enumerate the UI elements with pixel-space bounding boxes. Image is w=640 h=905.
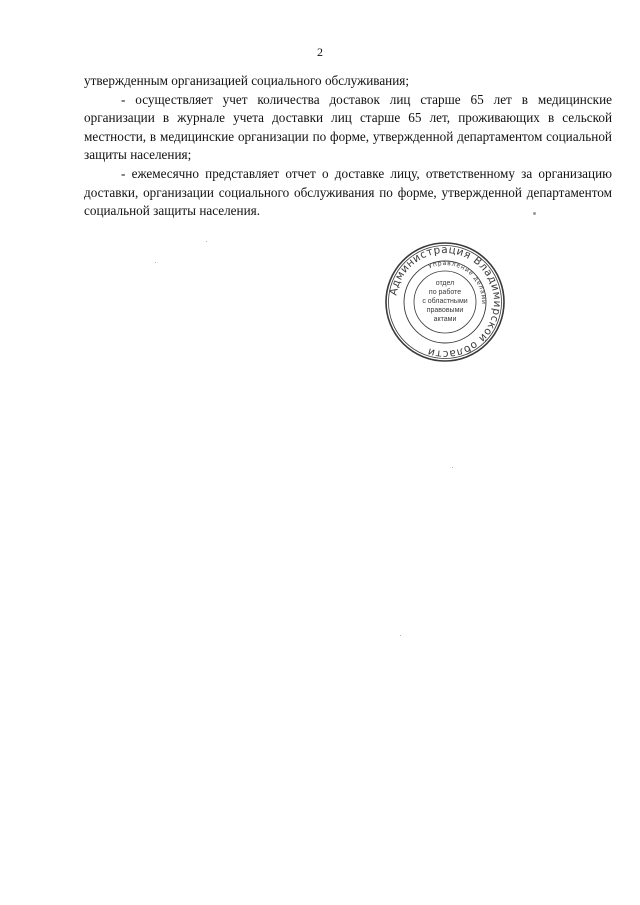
stamp-center-line-2: по работе [428,289,462,296]
scan-speck [400,635,401,636]
scan-speck [206,241,207,242]
stamp-center-line-5: актами [433,316,457,323]
stamp-inner-ring-text: Управление делами [427,259,488,305]
official-stamp-seal [383,240,507,364]
stamp-center-line-4: правовыми [426,307,464,314]
scan-speck [452,467,453,468]
stamp-outer-text: Администрация Владимирской области [387,243,504,361]
scan-speck [533,212,536,215]
page-number: 2 [317,45,323,59]
paragraph-continuation: утвержденным организацией социального обслуживания; [84,73,410,88]
document-body [84,72,612,221]
stamp-center-line-3: с областными [422,298,468,305]
stamp-center-line-1: отдел [435,280,455,287]
scan-speck [155,262,156,263]
paragraph-delivery-accounting: - осуществляет учет количества доставок лиц старше 65 лет в медицинские организации в журнале учета доставки лиц старше 65 лет, проживающих в сельской местности, в медицинские организации по форме, утвержденной департаментом социальной защиты населения; [84,91,612,163]
paragraph-monthly-report: - ежемесячно представляет отчет о доставке лицу, ответственному за организацию доставки, организации социального обслуживания по форме, утвержденной департаментом социальной защиты населения. [84,165,612,219]
